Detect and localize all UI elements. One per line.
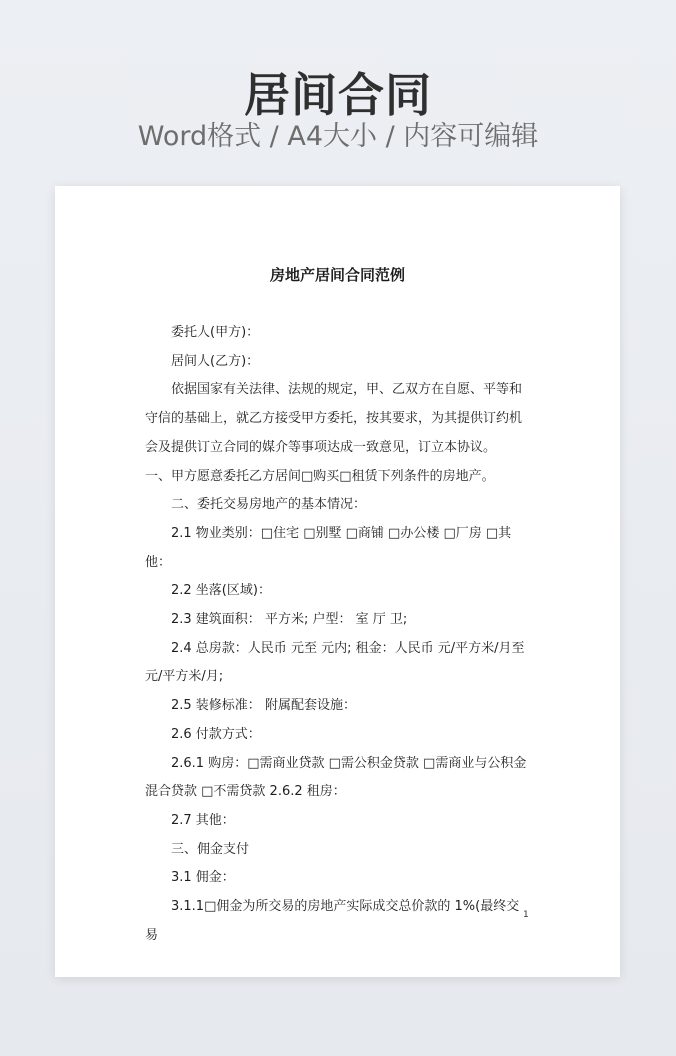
preamble-paragraph: 依据国家有关法律、法规的规定，甲、乙双方在自愿、平等和守信的基础上，就乙方接受甲方委托，按其要求，为其提供订约机会及提供订立合同的媒介等事项达成一致意见，订立本协议。: [145, 382, 523, 455]
clause-2-6: 2.6 付款方式：: [171, 726, 261, 742]
page-number: 1: [523, 910, 529, 920]
party-b-line: 居间人(乙方)：: [171, 353, 260, 369]
banner-subtitle: Word格式 / A4大小 / 内容可编辑: [137, 121, 539, 152]
clause-1: 一、甲方愿意委托乙方居间□购买□租赁下列条件的房地产。: [145, 468, 495, 484]
banner-title: 居间合同: [244, 68, 432, 122]
clause-3-1-1: 3.1.1□佣金为所交易的房地产实际成交总价款的 1%(最终交易: [145, 899, 520, 943]
document-body: [145, 319, 532, 950]
clause-2-6-1: 2.6.1 购房：□需商业贷款 □需公积金贷款 □需商业与公积金混合贷款 □不需贷款 2.6.2 租房：: [145, 755, 527, 800]
clause-2-heading: 二、委托交易房地产的基本情况：: [171, 497, 367, 513]
clause-2-5: 2.5 装修标准： 附属配套设施：: [171, 698, 356, 714]
party-a-line: 委托人(甲方)：: [171, 325, 260, 340]
clause-2-7: 2.7 其他：: [171, 812, 235, 828]
clause-2-4: 2.4 总房款：人民币 元至 元内; 租金：人民币 元/平方米/月至元/平方米/月;: [145, 640, 525, 685]
clause-2-1: 2.1 物业类别：□住宅 □别墅 □商铺 □办公楼 □厂房 □其他：: [145, 525, 512, 570]
document-page: [55, 186, 620, 977]
clause-2-2: 2.2 坐落(区域)：: [171, 583, 271, 599]
document-title: 房地产居间合同范例: [269, 266, 405, 284]
clause-3-heading: 三、佣金支付: [171, 841, 250, 857]
clause-3-1: 3.1 佣金：: [171, 870, 235, 886]
clause-2-3: 2.3 建筑面积： 平方米; 户型： 室 厅 卫;: [171, 612, 408, 628]
